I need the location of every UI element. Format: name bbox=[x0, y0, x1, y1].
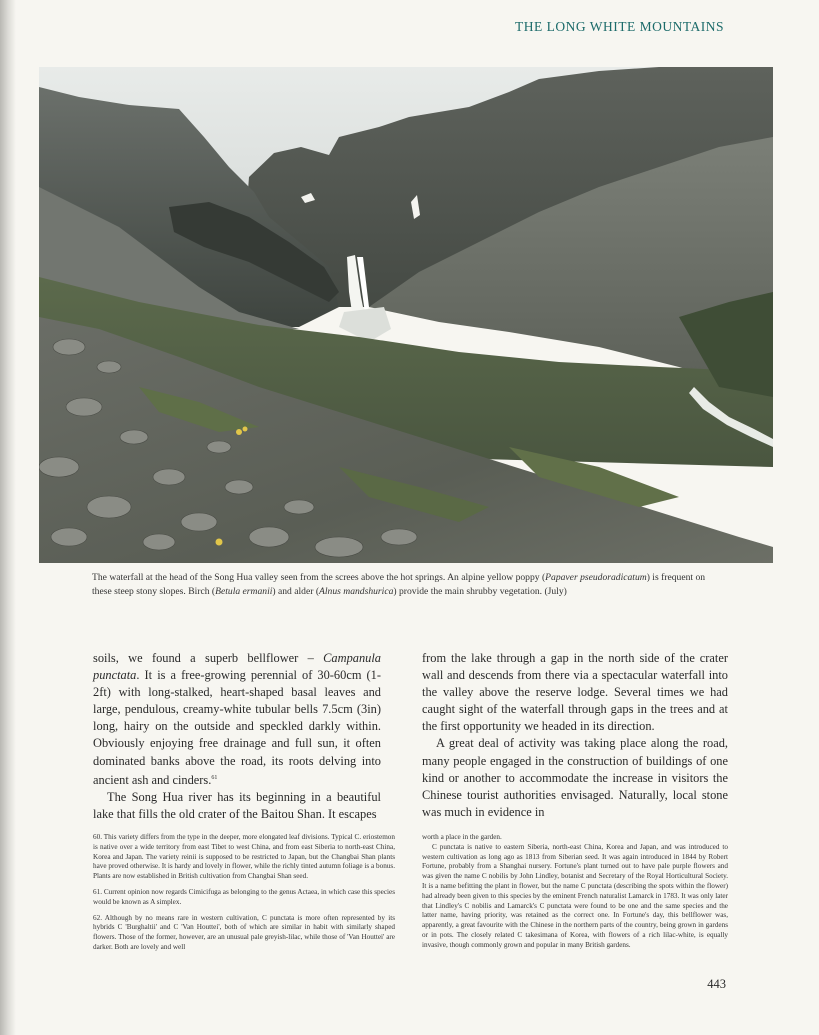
caption-poppy-name: Papaver pseudoradicatum bbox=[545, 572, 647, 583]
caption-text-2: ) is frequent on these steep stony slopes. Birch ( bbox=[92, 572, 706, 597]
footnote-ref: 61 bbox=[211, 774, 218, 781]
body-paragraph: A great deal of activity was taking place along the road, many people engaged in the construction of buildings of one kind or another to accommodate the increase in visitors the Chinese tourist authorities envisaged. Naturally, local stone was much in evidence in bbox=[422, 736, 728, 819]
species-name: Campanula punctata bbox=[93, 651, 381, 683]
running-head: THE LONG WHITE MOUNTAINS bbox=[514, 19, 724, 34]
caption-birch-name: Betula ermanii bbox=[215, 586, 273, 597]
footnote-61: 61. Current opinion now regards Cimicifuga as belonging to the genus Actaea, in which case this species would be known as A simplex. bbox=[93, 887, 395, 906]
footnote-62: 62. Although by no means rare in western cultivation, C punctata is more often represented by its hybrids C 'Burghaltii' and C 'Van Houttei', both of which are similar in habit with similarly shaped flowers. Those of the former, however, are an unusual pale greyish-lilac, while those of 'Van Houttei' are darker. Both are lovely and well bbox=[93, 913, 395, 951]
body-text: soils, we found a superb bellflower – bbox=[93, 651, 324, 665]
waterfall-photo bbox=[39, 67, 773, 563]
caption-text-1: The waterfall at the head of the Song Hua valley seen from the screes above the hot springs. An alpine yellow poppy ( bbox=[92, 572, 546, 583]
footnote-60: 60. This variety differs from the type in the deeper, more elongated leaf divisions. Typical C. eriostemon is native over a wide territory from east Tibet to west China, and from east Siberia to north-east China, Korea and Japan. The variety reinii is supposed to be restricted to Japan, but the Changbai Shan plants have proved otherwise. It is hardy and lovely in flower, while the richly tinted autumn foliage is a bonus. Plants are now established in British cultivation from Changbai Shan seed. bbox=[93, 833, 395, 881]
photo-caption bbox=[92, 571, 712, 599]
body-text: . It is a free-growing perennial of 30-60cm (1-2ft) with long-stalked, heart-shaped basal leaves and large, pendulous, creamy-white tubular bells 7.5cm (3in) long, hairy on the outside and speckled darkly within. Obviously enjoying free drainage and full sun, it often dominated banks above the road, its roots delving into ancient ash and cinders. bbox=[93, 668, 381, 787]
body-paragraph: The Song Hua river has its beginning in a beautiful lake that fills the old crater of the Baitou Shan. It escapes bbox=[93, 789, 381, 821]
footnotes-right bbox=[422, 833, 728, 957]
page-number: 443 bbox=[707, 977, 726, 991]
body-column-right bbox=[422, 650, 728, 821]
footnote-62-paragraph: C punctata is native to eastern Siberia, north-east China, Korea and Japan, and was introduced to western cultivation as long ago as 1813 from Siberian seed. It was again introduced in 1844 by Robert Fortune, probably from a Shanghai nursery. Fortune's plant turned out to have pale purple flowers and was given the name C nobilis by John Lindley, botanist and Secretary of the Royal Horticultural Society. It is a name befitting the plant in flower, but the name C punctata (describing the spots within the flower) had already been given to this species by the eminent French naturalist Lamarck in 1783. It was only later that Lindley's C nobilis and Lamarck's C punctata were found to be one and the same species and the latter name, having priority, was retained as the correct one. In Fortune's day, this bellflower was, apparently, a great favourite with the Chinese in the northern parts of the country, being grown in gardens or in pots. The closely related C takesimana of Korea, with flowers of a rich lilac-white, is equally invasive, though commonly grown and popular in many British gardens. bbox=[422, 842, 728, 949]
body-paragraph bbox=[93, 650, 381, 789]
caption-text-3: ) and alder ( bbox=[272, 586, 320, 597]
footnote-62-continued: worth a place in the garden. bbox=[422, 833, 502, 841]
body-paragraph: from the lake through a gap in the north side of the crater wall and descends from there via a spectacular waterfall into the valley above the reserve lodge. Several times we had caught sight of the waterfall through gaps in the trees and at the first opportunity we headed in its direction. bbox=[422, 651, 728, 734]
caption-text-4: ) provide the main shrubby vegetation. (July) bbox=[393, 586, 567, 597]
body-column-left bbox=[93, 650, 381, 823]
caption-alder-name: Alnus mandshurica bbox=[319, 586, 394, 597]
page-gutter-shadow bbox=[0, 0, 16, 1035]
footnotes-left bbox=[93, 833, 395, 959]
